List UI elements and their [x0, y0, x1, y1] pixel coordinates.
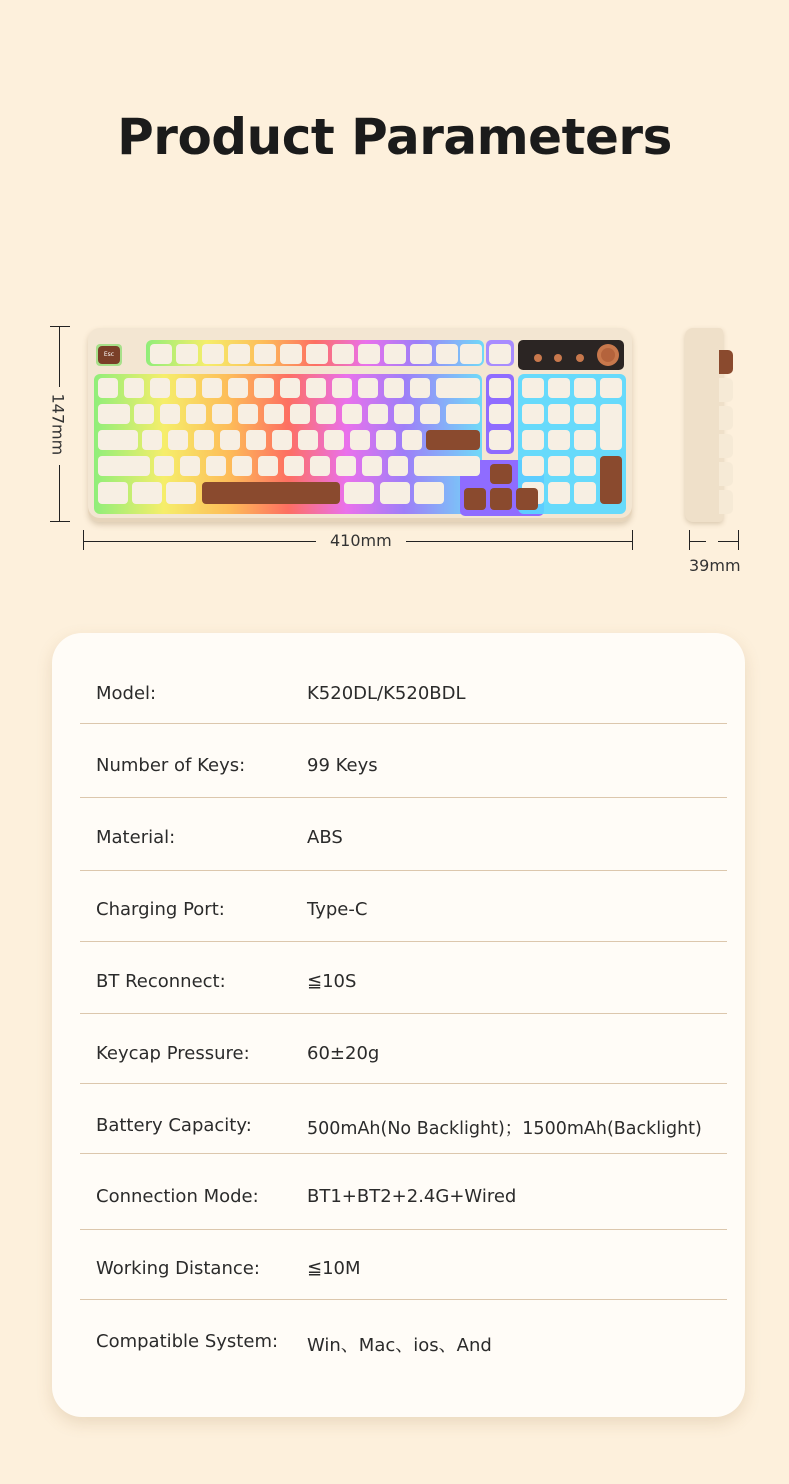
spec-value: 500mAh(No Backlight)；1500mAh(Backlight) [307, 1119, 702, 1139]
depth-dim-right-tick [738, 530, 739, 550]
side-key [719, 406, 733, 430]
page-title: Product Parameters [117, 108, 672, 166]
keyboard-side-view [685, 328, 723, 522]
spec-label: Compatible System: [96, 1331, 279, 1352]
height-dim-bottom-tick [50, 521, 70, 522]
spec-row-working-distance [80, 1230, 727, 1300]
spec-value: 60±20g [307, 1043, 380, 1064]
side-key [719, 462, 733, 486]
spec-value: 99 Keys [307, 755, 378, 776]
side-key [719, 490, 733, 514]
spec-value: Type-C [307, 899, 368, 920]
height-dim-top-tick [50, 326, 70, 327]
spec-row-charging-port [80, 871, 727, 942]
spec-value: BT1+BT2+2.4G+Wired [307, 1186, 517, 1207]
depth-dim-line-left [690, 541, 706, 542]
spec-value: K520DL/K520BDL [307, 683, 466, 704]
height-dim-label: 147mm [48, 393, 68, 456]
spec-label: Connection Mode: [96, 1186, 259, 1207]
spec-row-keycap-pressure [80, 1014, 727, 1084]
width-dim-left-tick [83, 530, 84, 550]
svg-text:Esc: Esc [103, 351, 115, 358]
spec-label: Charging Port: [96, 899, 225, 920]
spec-value: Win、Mac、ios、And [307, 1335, 492, 1356]
width-dim-right-tick [632, 530, 633, 550]
spec-value: ≦10S [307, 971, 357, 992]
spec-label: Model: [96, 683, 157, 704]
spec-row-connection-mode [80, 1154, 727, 1230]
specs-card [52, 633, 745, 1417]
spec-label: BT Reconnect: [96, 971, 226, 992]
height-dim-line-bottom [59, 465, 60, 521]
spec-label: Material: [96, 827, 176, 848]
keyboard-top-view [88, 328, 632, 522]
spec-label: Keycap Pressure: [96, 1043, 250, 1064]
spec-row-battery [80, 1084, 727, 1154]
spec-label: Working Distance: [96, 1258, 260, 1279]
spec-label: Number of Keys: [96, 755, 246, 776]
keyboard-illustration [88, 328, 632, 522]
width-dim-label: 410mm [316, 531, 406, 550]
side-key [719, 434, 733, 458]
spec-value: ABS [307, 827, 343, 848]
spec-row-bt-reconnect [80, 942, 727, 1014]
spec-row-material [80, 798, 727, 871]
side-key [719, 378, 733, 402]
spec-row-model [80, 633, 727, 724]
depth-dim-line-right [718, 541, 738, 542]
depth-dim-label: 39mm [689, 556, 741, 575]
keyboard-figure [0, 310, 789, 590]
spec-value: ≦10M [307, 1258, 361, 1279]
depth-dim-left-tick [689, 530, 690, 550]
height-dim-line-top [59, 327, 60, 387]
side-key-brown [719, 350, 733, 374]
spec-label: Battery Capacity: [96, 1115, 252, 1136]
spec-row-keys [80, 723, 727, 798]
spec-row-compatible-system [80, 1300, 727, 1380]
